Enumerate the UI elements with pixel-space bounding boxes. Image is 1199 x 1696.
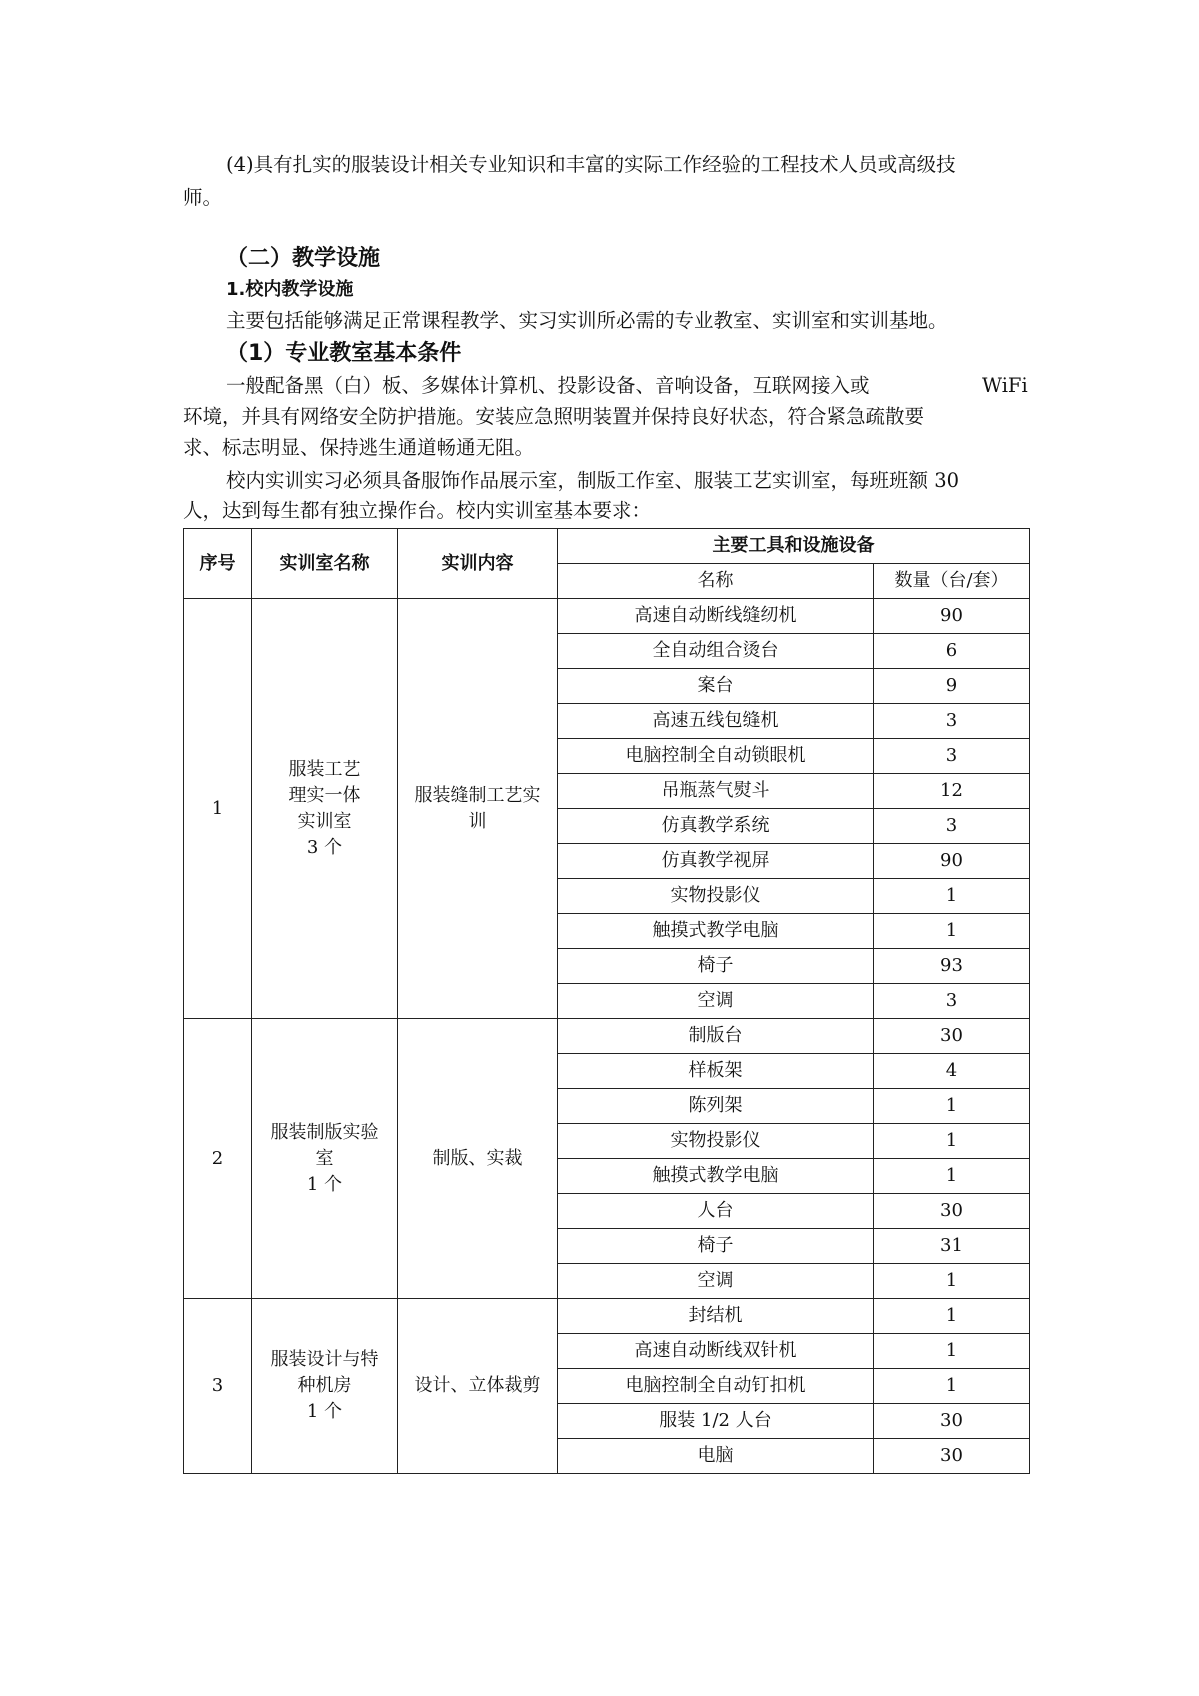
equipment-qty: 30	[874, 1439, 1030, 1474]
equipment-qty: 30	[874, 1194, 1030, 1229]
table-row	[184, 1299, 1030, 1334]
header-seq: 序号	[184, 529, 252, 599]
equipment-qty: 4	[874, 1054, 1030, 1089]
equipment-name: 椅子	[558, 949, 874, 984]
equipment-name: 空调	[558, 984, 874, 1019]
equipment-name: 服装 1/2 人台	[558, 1404, 874, 1439]
equipment-name: 高速五线包缝机	[558, 704, 874, 739]
facilities-table	[183, 528, 1030, 1474]
equipment-qty: 6	[874, 634, 1030, 669]
equipment-qty: 30	[874, 1404, 1030, 1439]
equipment-name: 人台	[558, 1194, 874, 1229]
header-equipment: 主要工具和设施设备	[558, 529, 1030, 564]
equipment-qty: 1	[874, 1159, 1030, 1194]
room-seq: 2	[184, 1019, 252, 1299]
equipment-name: 仿真教学系统	[558, 809, 874, 844]
equipment-qty: 1	[874, 914, 1030, 949]
equipment-qty: 90	[874, 844, 1030, 879]
sub-text: 主要包括能够满足正常课程教学、实习实训所必需的专业教室、实训室和实训基地。	[226, 309, 948, 332]
header-room-name: 实训室名称	[252, 529, 398, 599]
room-name: 服装制版实验 室 1 个	[252, 1019, 398, 1299]
equipment-name: 高速自动断线双针机	[558, 1334, 874, 1369]
equipment-qty: 1	[874, 879, 1030, 914]
equipment-name: 陈列架	[558, 1089, 874, 1124]
header-item-qty: 数量（台/套）	[874, 564, 1030, 599]
equipment-name: 电脑控制全自动钉扣机	[558, 1369, 874, 1404]
room-training-content: 设计、立体裁剪	[398, 1299, 558, 1474]
equipment-name: 样板架	[558, 1054, 874, 1089]
equipment-qty: 31	[874, 1229, 1030, 1264]
section-heading: （二）教学设施	[226, 246, 381, 271]
equipment-name: 案台	[558, 669, 874, 704]
equipment-qty: 3	[874, 704, 1030, 739]
header-item-name: 名称	[558, 564, 874, 599]
equipment-qty: 3	[874, 809, 1030, 844]
header-content: 实训内容	[398, 529, 558, 599]
equipment-name: 封结机	[558, 1299, 874, 1334]
classroom-line2: 环境，并具有网络安全防护措施。安装应急照明装置并保持良好状态，符合紧急疏散要	[183, 405, 925, 428]
equipment-name: 电脑控制全自动锁眼机	[558, 739, 874, 774]
equipment-qty: 12	[874, 774, 1030, 809]
equipment-name: 实物投影仪	[558, 1124, 874, 1159]
item4-line2: 师。	[183, 186, 223, 209]
equipment-qty: 3	[874, 984, 1030, 1019]
room-training-content: 制版、实裁	[398, 1019, 558, 1299]
equipment-name: 电脑	[558, 1439, 874, 1474]
equipment-qty: 1	[874, 1369, 1030, 1404]
table-row	[184, 1019, 1030, 1054]
equipment-name: 触摸式教学电脑	[558, 1159, 874, 1194]
item4-line1: (4)具有扎实的服装设计相关专业知识和丰富的实际工作经验的工程技术人员或高级技	[226, 153, 956, 176]
equipment-qty: 1	[874, 1334, 1030, 1369]
room-seq: 3	[184, 1299, 252, 1474]
equipment-name: 实物投影仪	[558, 879, 874, 914]
classroom-line3: 求、标志明显、保持逃生通道畅通无阻。	[183, 436, 535, 459]
classroom-heading: （1）专业教室基本条件	[226, 341, 462, 366]
table-header-row	[184, 529, 1030, 564]
equipment-name: 仿真教学视屏	[558, 844, 874, 879]
equipment-name: 吊瓶蒸气熨斗	[558, 774, 874, 809]
room-training-content: 服装缝制工艺实 训	[398, 599, 558, 1019]
table-body	[184, 599, 1030, 1474]
sub-heading: 1.校内教学设施	[226, 279, 354, 300]
equipment-name: 椅子	[558, 1229, 874, 1264]
training-line1: 校内实训实习必须具备服饰作品展示室，制版工作室、服装工艺实训室，每班班额 30	[226, 469, 960, 492]
equipment-qty: 1	[874, 1124, 1030, 1159]
equipment-qty: 93	[874, 949, 1030, 984]
equipment-qty: 1	[874, 1089, 1030, 1124]
equipment-name: 空调	[558, 1264, 874, 1299]
equipment-name: 触摸式教学电脑	[558, 914, 874, 949]
equipment-name: 制版台	[558, 1019, 874, 1054]
equipment-qty: 1	[874, 1299, 1030, 1334]
classroom-wifi: WiFi	[982, 374, 1028, 397]
equipment-qty: 90	[874, 599, 1030, 634]
room-seq: 1	[184, 599, 252, 1019]
table-row	[184, 599, 1030, 634]
equipment-qty: 30	[874, 1019, 1030, 1054]
equipment-name: 全自动组合烫台	[558, 634, 874, 669]
room-name: 服装设计与特 种机房 1 个	[252, 1299, 398, 1474]
classroom-line1: 一般配备黑（白）板、多媒体计算机、投影设备、音响设备，互联网接入或	[226, 374, 870, 397]
equipment-qty: 9	[874, 669, 1030, 704]
room-name: 服装工艺 理实一体 实训室 3 个	[252, 599, 398, 1019]
equipment-qty: 3	[874, 739, 1030, 774]
equipment-qty: 1	[874, 1264, 1030, 1299]
equipment-name: 高速自动断线缝纫机	[558, 599, 874, 634]
training-line2: 人，达到每生都有独立操作台。校内实训室基本要求：	[183, 499, 652, 522]
